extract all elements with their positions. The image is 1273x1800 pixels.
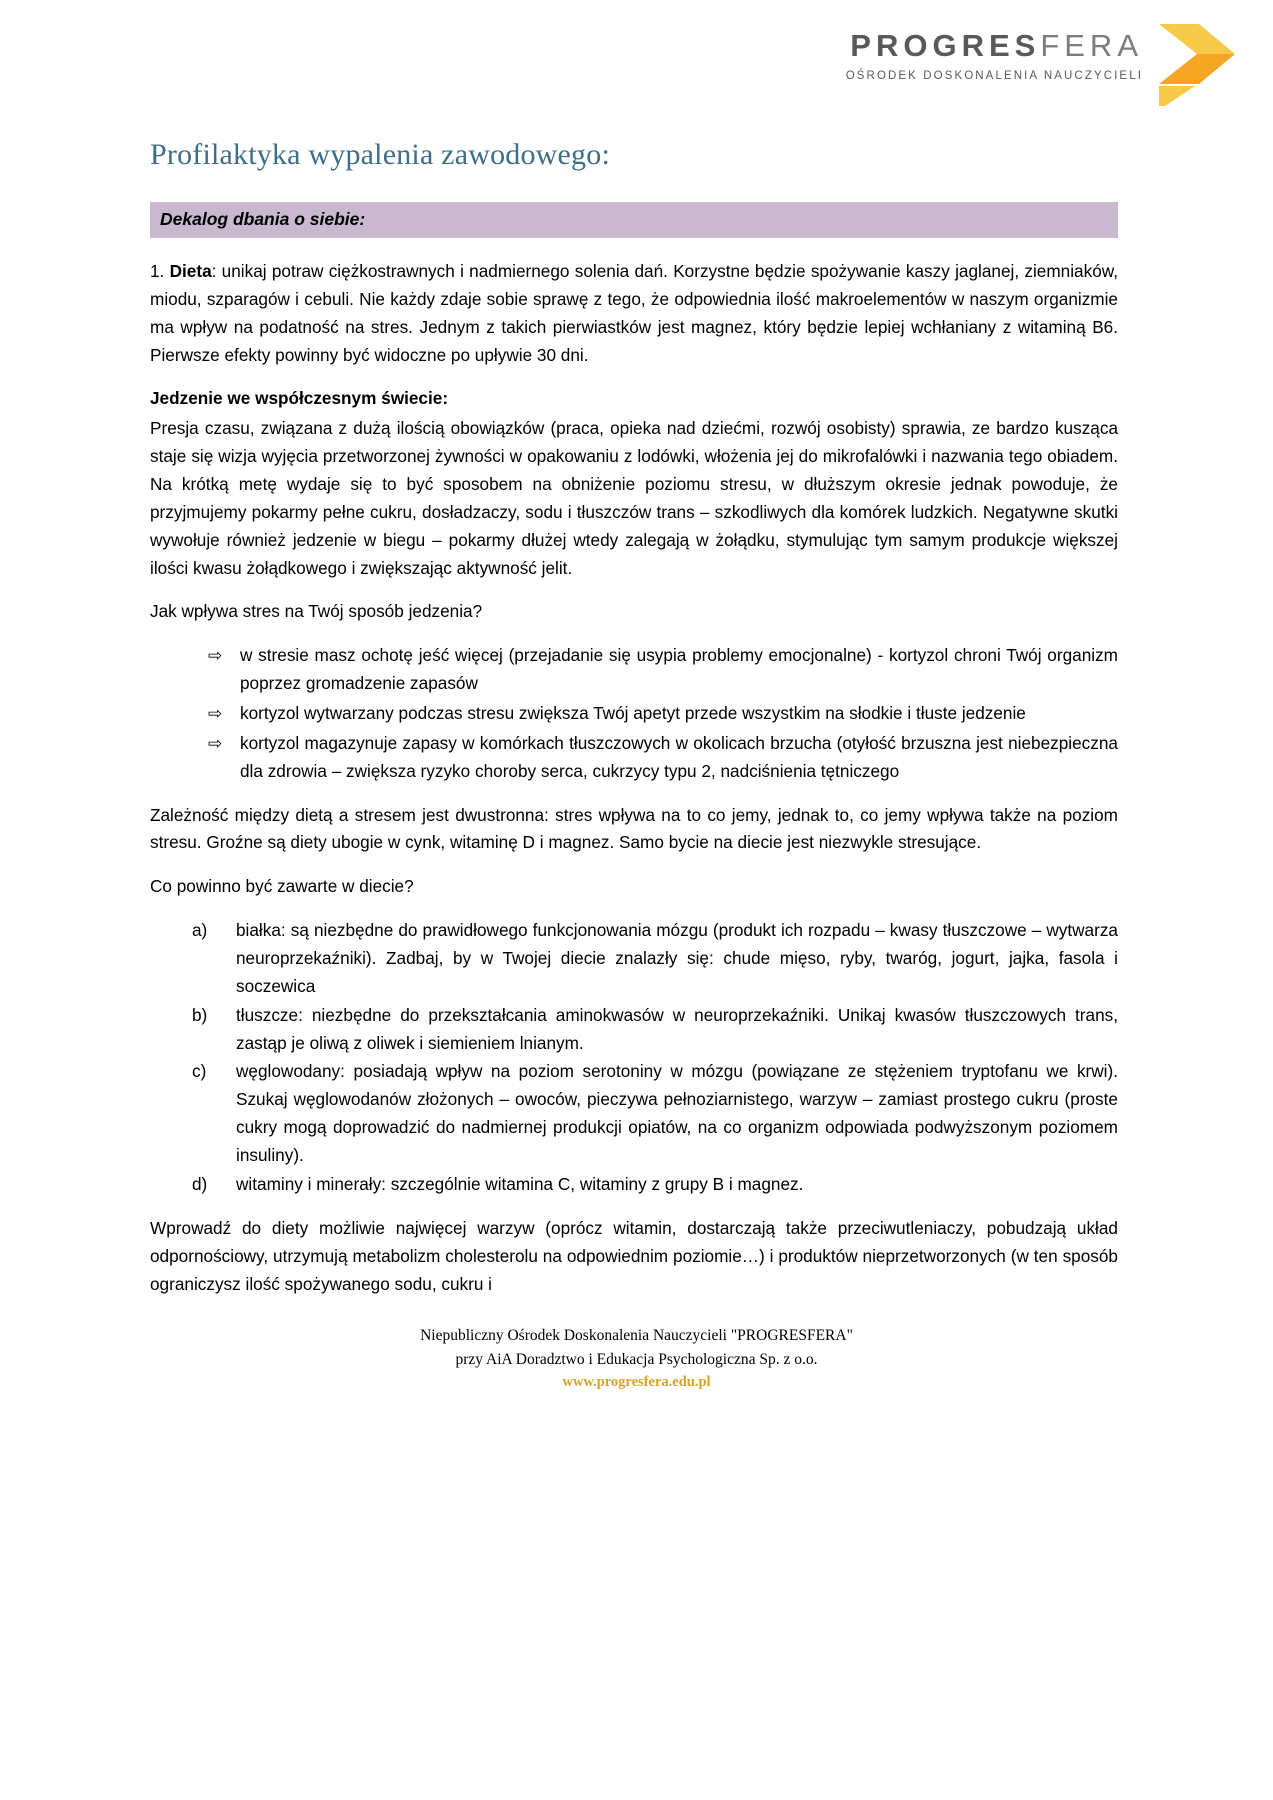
- list-item: [206, 642, 1118, 698]
- list-item: [192, 1171, 1118, 1199]
- list-item-marker: c): [192, 1061, 207, 1082]
- footer-company: przy AiA Doradztwo i Edukacja Psychologiczna Sp. z o.o.: [455, 1350, 818, 1368]
- page-header: [0, 0, 1273, 110]
- paragraph-vegetables: Wprowadź do diety możliwie najwięcej warzyw (oprócz witamin, dostarczają także przeciwutleniaczy, pobudzają układ odpornościowy, utrzymują metabolizm cholesterolu na odpowiednim poziomie…) i produktów nieprzetworzonych (w ten sposób ograniczysz ilość spożywanego sodu, cukru i: [150, 1217, 1118, 1294]
- footer-website-link[interactable]: www.progresfera.edu.pl: [562, 1373, 711, 1390]
- arrow-bullet-icon: ⇨: [208, 704, 223, 724]
- paragraph-diet-text: : unikaj potraw ciężkostrawnych i nadmiernego solenia dań. Korzystne będzie spożywanie kaszy jaglanej, ziemniaków, miodu, szparagów i cebuli. Nie każdy zdaje sobie sprawę z tego, że odpowiednia ilość makroelementów w naszym organizmie ma wpływ na podatność na stres. Jednym z takich pierwiastków jest magnez, który będzie lepiej wchłaniany z witaminą B6. Pierwsze efekty powinny być widoczne po upływie 30 dni.: [150, 261, 1119, 365]
- diet-components-list: [150, 917, 1118, 1199]
- paragraph-diet: [150, 258, 1118, 369]
- list-item: [192, 1058, 1118, 1169]
- logo-wordmark-light: FERA: [1040, 28, 1143, 63]
- chevron-logo-mark: [1157, 24, 1235, 106]
- list-item-text: białka: są niezbędne do prawidłowego funkcjonowania mózgu (produkt ich rozpadu – kwasy tłuszczowe – wytwarza neuroprzekaźniki). Zadbaj, by w Twojej diecie znalazły się: chude mięso, ryby, twaróg, jogurt, jajka, fasola i soczewica: [236, 920, 1118, 996]
- paragraph-diet-stress-relation: Zależność między dietą a stresem jest dwustronna: stres wpływa na to co jemy, jednak to, co jemy wpływa także na poziom stresu. Groźne są diety ubogie w cynk, witaminę D i magnez. Samo bycie na diecie jest niezwykle stresujące.: [150, 804, 1118, 853]
- logo-subtitle: OŚRODEK DOSKONALENIA NAUCZYCIELI: [845, 70, 1143, 82]
- paragraph-modern-eating: Presja czasu, związana z dużą ilością obowiązków (praca, opieka nad dziećmi, rozwój osobisty) sprawia, ze bardzo kusząca staje się wizja wyjęcia przetworzonej żywności w opakowaniu z lodówki, włożenia jej do mikrofalówki i nazwania tego obiadem. Na krótką metę wydaje się to być sposobem na obniżenie poziomu stresu, w dłuższym okresie jednak powoduje, że przyjmujemy pokarmy pełne cukru, dosładzaczy, sodu i tłuszczów trans – szkodliwych dla komórek ludzkich. Negatywne skutki wywołuje również jedzenie w biegu – pokarmy dłużej wtedy zalegają w żołądku, stymulując tym samym produkcje większej ilości kwasu żołądkowego i zwiększając aktywność jelit.: [150, 418, 1118, 578]
- question-diet-contents: Co powinno być zawarte w diecie?: [150, 876, 414, 897]
- arrow-bullet-icon: ⇨: [208, 646, 223, 666]
- list-item: [206, 730, 1118, 786]
- section-band-label: Dekalog dbania o siebie:: [160, 209, 366, 229]
- list-item-text: kortyzol magazynuje zapasy w komórkach tłuszczowych w okolicach brzucha (otyłość brzuszna jest niebezpieczna dla zdrowia – zwiększa ryzyko choroby serca, cukrzycy typu 2, nadciśnienia tętniczego: [240, 732, 1118, 781]
- list-item: [206, 700, 1118, 728]
- subheading-modern-eating: Jedzenie we współczesnym świecie:: [150, 388, 449, 409]
- list-item-marker: b): [192, 1004, 208, 1025]
- list-item-text: węglowodany: posiadają wpływ na poziom serotoniny w mózgu (powiązane ze stężeniem tryptofanu we krwi). Szukaj węglowodanów złożonych – owoców, pieczywa pełnoziarnistego, warzyw – zamiast prostego cukru (proste cukry mogą doprowadzić do nadmiernej produkcji opiatów, na co organizm odpowiada podwyższonym poziomem insuliny).: [236, 1061, 1118, 1166]
- logo-wordmark: [846, 30, 1143, 61]
- logo-wordmark-bold: PROGRES: [850, 28, 1041, 63]
- stress-bullet-list: [150, 642, 1118, 785]
- list-item-text: kortyzol wytwarzany podczas stresu zwiększa Twój apetyt przede wszystkim na słodkie i tłuste jedzenie: [240, 703, 1026, 724]
- arrow-bullet-icon: ⇨: [208, 733, 223, 753]
- list-item-text: w stresie masz ochotę jeść więcej (przejadanie się usypia problemy emocjonalne) - kortyzol chroni Twój organizm poprzez gromadzenie zapasów: [240, 645, 1118, 694]
- brand-logo: [846, 22, 1235, 106]
- list-item-marker: a): [192, 920, 208, 941]
- list-item-text: witaminy i minerały: szczególnie witamina C, witaminy z grupy B i magnez.: [236, 1173, 804, 1194]
- page-title: Profilaktyka wypalenia zawodowego:: [150, 138, 610, 171]
- footer-organization: Niepubliczny Ośrodek Doskonalenia Nauczycieli "PROGRESFERA": [420, 1327, 853, 1345]
- list-number: 1.: [150, 261, 170, 281]
- list-item: [192, 917, 1118, 1001]
- list-item-text: tłuszcze: niezbędne do przekształcania aminokwasów w neuroprzekaźniki. Unikaj kwasów tłuszczowych trans, zastąp je oliwą z oliwek i siemieniem lnianym.: [236, 1004, 1118, 1053]
- keyword-dieta: Dieta: [169, 261, 212, 281]
- document-body: [0, 138, 1273, 1298]
- section-band: [150, 202, 1118, 238]
- list-item: [192, 1002, 1118, 1058]
- list-item-marker: d): [192, 1173, 208, 1194]
- question-stress-eating: Jak wpływa stres na Twój sposób jedzenia?: [150, 601, 483, 622]
- page-footer: [0, 1324, 1273, 1413]
- logo-text-block: [846, 22, 1157, 82]
